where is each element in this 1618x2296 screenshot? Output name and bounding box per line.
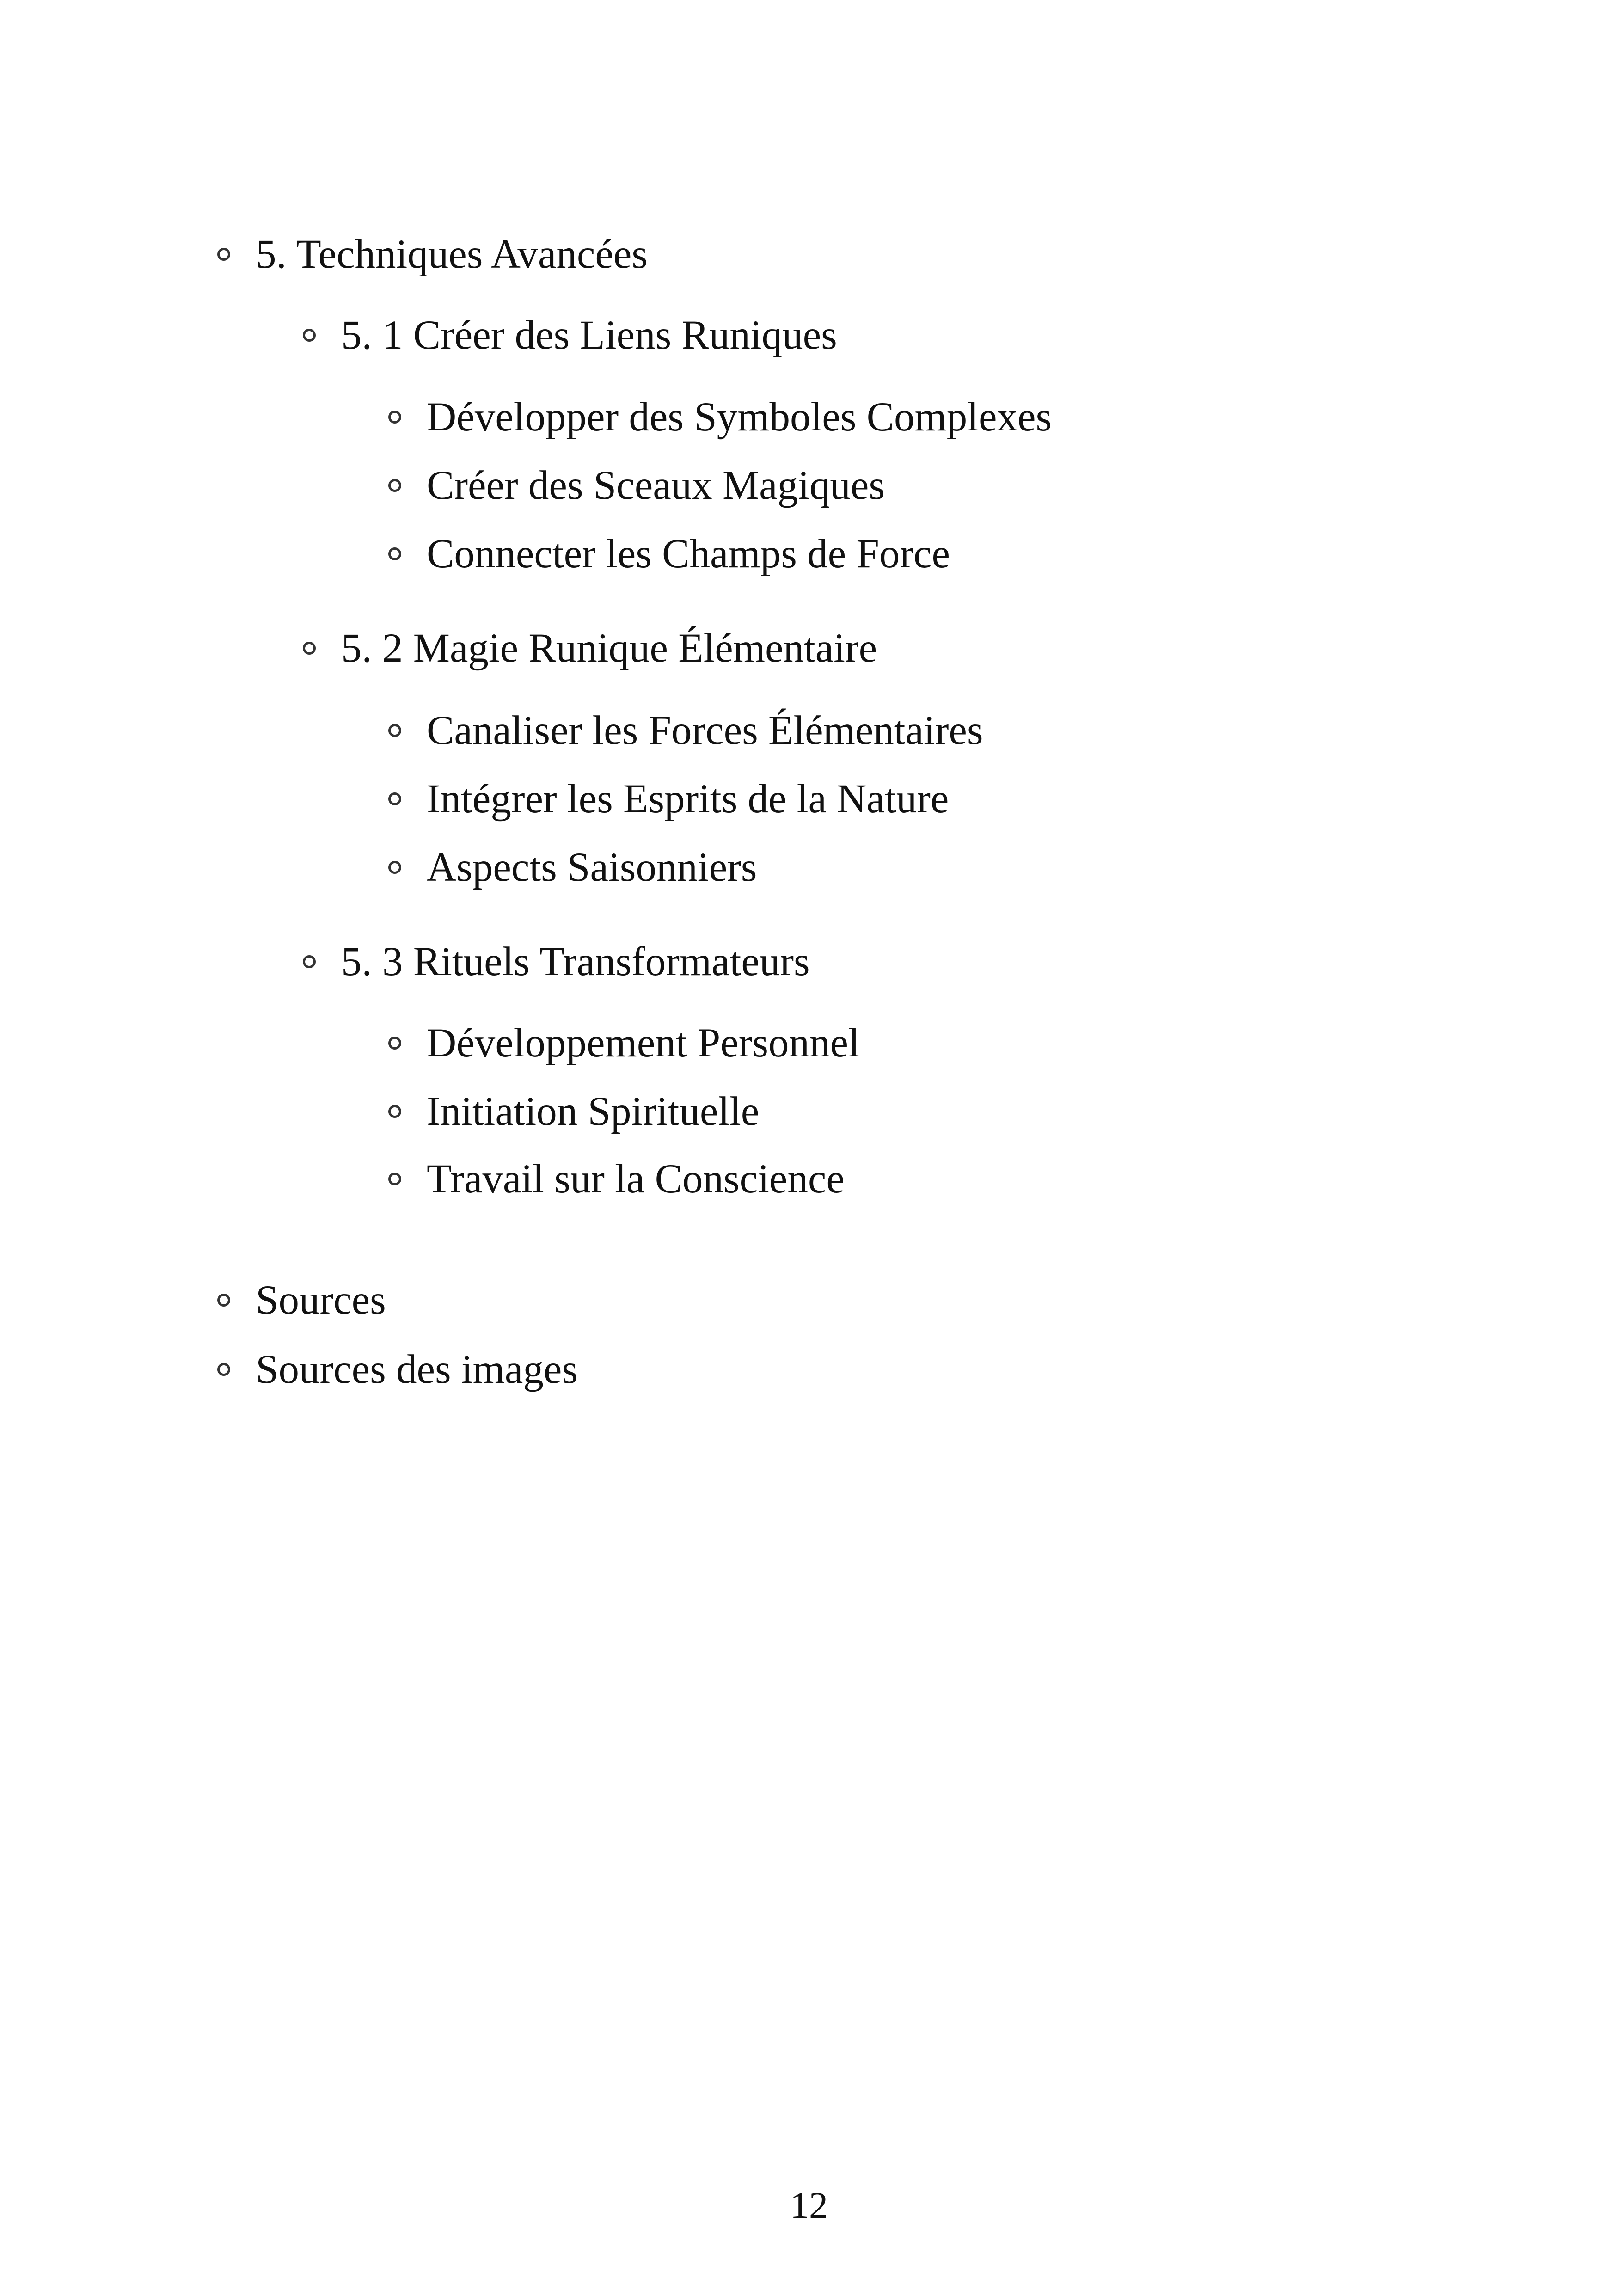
hollow-circle-bullet-icon <box>303 329 316 342</box>
toc-entry-label: 5. 3 Rituels Transformateurs <box>341 939 810 984</box>
toc-entry-5-1-item[interactable] <box>388 522 950 586</box>
hollow-circle-bullet-icon <box>388 411 401 424</box>
toc-entry-label: 5. 1 Créer des Liens Runiques <box>341 313 837 358</box>
hollow-circle-bullet-icon <box>217 1294 230 1307</box>
hollow-circle-bullet-icon <box>388 547 401 560</box>
hollow-circle-bullet-icon <box>388 1037 401 1050</box>
toc-entry-label: Canaliser les Forces Élémentaires <box>427 708 983 753</box>
toc-entry-label: Travail sur la Conscience <box>427 1156 845 1202</box>
hollow-circle-bullet-icon <box>303 642 316 655</box>
toc-entry-label: Initiation Spirituelle <box>427 1089 760 1134</box>
toc-entry-image-sources[interactable] <box>217 1337 578 1402</box>
toc-entry-5-2-item[interactable] <box>388 698 983 763</box>
toc-entry-label: 5. 2 Magie Runique Élémentaire <box>341 626 877 671</box>
toc-entry-section-5[interactable] <box>217 222 648 287</box>
toc-entry-label: Sources <box>256 1277 386 1323</box>
toc-entry-5-3-item[interactable] <box>388 1147 845 1211</box>
hollow-circle-bullet-icon <box>303 955 316 968</box>
toc-entry-label: Créer des Sceaux Magiques <box>427 463 885 508</box>
toc-entry-5-1[interactable] <box>303 303 837 368</box>
toc-entry-label: Connecter les Champs de Force <box>427 531 950 577</box>
page-number: 12 <box>790 2184 828 2226</box>
toc-entry-5-3[interactable] <box>303 929 810 994</box>
toc-entry-5-3-item[interactable] <box>388 1079 759 1144</box>
toc-entry-label: 5. Techniques Avancées <box>256 232 648 277</box>
toc-entry-label: Intégrer les Esprits de la Nature <box>427 776 949 822</box>
hollow-circle-bullet-icon <box>217 248 230 261</box>
hollow-circle-bullet-icon <box>388 861 401 874</box>
hollow-circle-bullet-icon <box>388 724 401 737</box>
hollow-circle-bullet-icon <box>388 1173 401 1185</box>
toc-entry-5-3-item[interactable] <box>388 1011 860 1075</box>
hollow-circle-bullet-icon <box>388 1105 401 1118</box>
hollow-circle-bullet-icon <box>388 792 401 805</box>
toc-entry-5-1-item[interactable] <box>388 385 1052 449</box>
toc-entry-label: Développer des Symboles Complexes <box>427 394 1052 440</box>
toc-entry-5-1-item[interactable] <box>388 453 885 518</box>
hollow-circle-bullet-icon <box>388 479 401 492</box>
toc-entry-label: Sources des images <box>256 1347 578 1392</box>
toc-entry-label: Développement Personnel <box>427 1020 860 1066</box>
toc-entry-5-2[interactable] <box>303 616 877 681</box>
toc-entry-5-2-item[interactable] <box>388 767 949 831</box>
toc-entry-label: Aspects Saisonniers <box>427 845 757 890</box>
hollow-circle-bullet-icon <box>217 1363 230 1376</box>
toc-entry-5-2-item[interactable] <box>388 835 757 900</box>
toc-entry-sources[interactable] <box>217 1268 386 1332</box>
